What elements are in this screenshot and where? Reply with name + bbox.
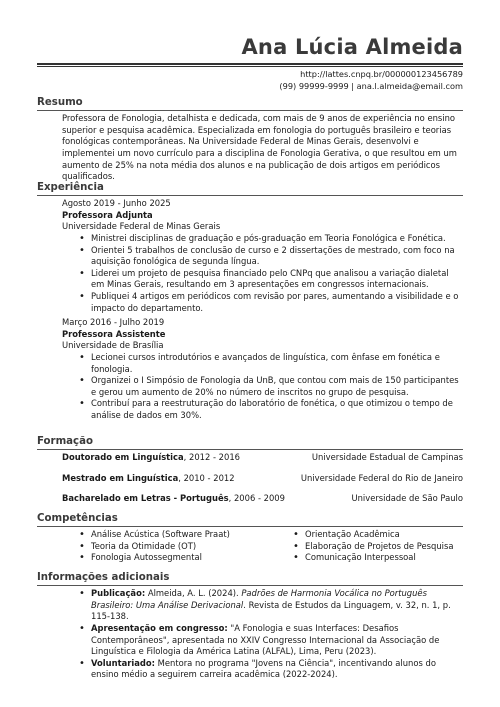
job-bullet: • Liderei um projeto de pesquisa financiado pelo CNPq que analisou a variação dialetal em Minas Gerais, resultando em 3 apresentações em congressos internacionais. xyxy=(79,268,463,291)
degree-years: , 2010 - 2012 xyxy=(178,472,235,483)
section-experiencia xyxy=(37,182,463,422)
job-bullet: • Lecionei cursos introdutórios e avançados de linguística, com ênfase em fonética e fonologia. xyxy=(79,352,463,375)
skills-column xyxy=(79,529,293,564)
job-dates: Agosto 2019 - Junho 2025 xyxy=(62,198,171,209)
skill-item: • Comunicação Interpessoal xyxy=(293,552,453,564)
section-title-formacao: Formação xyxy=(37,436,93,447)
education-item xyxy=(62,452,463,464)
skills-column xyxy=(293,529,453,564)
skill-item: • Teoria da Otimidade (OT) xyxy=(79,541,293,553)
education-item xyxy=(62,473,463,485)
degree-years: , 2012 - 2016 xyxy=(183,452,240,463)
job-bullet: • Ministrei disciplinas de graduação e pós-graduação em Teoria Fonológica e Fonética. xyxy=(79,233,463,245)
info-label: Apresentação em congresso: xyxy=(91,623,228,634)
section-title-competencias: Competências xyxy=(37,513,118,524)
job-role: Professora Adjunta xyxy=(62,209,153,220)
contact-block xyxy=(279,69,463,93)
degree-school: Universidade de São Paulo xyxy=(351,493,463,504)
section-divider xyxy=(37,449,463,450)
job-role: Professora Assistente xyxy=(62,328,166,339)
section-divider xyxy=(37,110,463,111)
phone-email: (99) 99999-9999 | ana.l.almeida@email.com xyxy=(279,80,463,91)
job-bullet: • Orientei 5 trabalhos de conclusão de curso e 2 dissertações de mestrado, com foco na aquisição fonológica de segunda língua. xyxy=(79,245,463,268)
info-item-congresso: • Apresentação em congresso: "A Fonologia e suas Interfaces: Desafios Contemporâneos", apresentada no XXIV Congresso Internacional da Associação de Linguística e Filologia da América Latina (ALFAL), Lima, Peru (2023). xyxy=(79,623,463,658)
education-list xyxy=(62,452,463,505)
job-bullet: • Publiquei 4 artigos em periódicos com revisão por pares, aumentando a visibilidade e o impacto do departamento. xyxy=(79,291,463,314)
degree-name: Doutorado em Linguística xyxy=(62,452,184,463)
job-bullet: • Contribuí para a reestruturação do laboratório de fonética, o que otimizou o tempo de análise de dados em 30%. xyxy=(79,398,463,421)
section-informacoes xyxy=(37,572,463,681)
section-formacao xyxy=(37,436,463,505)
skill-item: • Análise Acústica (Software Praat) xyxy=(79,529,293,541)
section-divider xyxy=(37,526,463,527)
section-divider xyxy=(37,195,463,196)
skill-item: • Orientação Acadêmica xyxy=(293,529,453,541)
publication-title: Padrões de Harmonia Vocálica no Português Brasileiro: Uma Análise Derivacional xyxy=(91,588,427,610)
skill-item: • Fonologia Autossegmental xyxy=(79,552,293,564)
job-organization: Universidade Federal de Minas Gerais xyxy=(62,221,221,232)
section-title-resumo: Resumo xyxy=(37,97,83,108)
info-item-publicacao: • Publicação: Almeida, A. L. (2024). Padrões de Harmonia Vocálica no Português Brasileiro: Uma Análise Derivacional. Revista de Estudos da Linguagem, v. 32, n. 1, p. 115-138. xyxy=(79,588,463,623)
degree-name: Mestrado em Linguística xyxy=(62,472,179,483)
job-bullets xyxy=(79,352,463,422)
job-bullet: • Organizei o I Simpósio de Fonologia da UnB, que contou com mais de 150 participantes e gerou um aumento de 20% no número de inscritos no grupo de pesquisa. xyxy=(79,375,463,398)
header-rule-thin xyxy=(37,66,463,67)
info-label: Publicação: xyxy=(91,588,146,599)
skill-item: • Elaboração de Projetos de Pesquisa xyxy=(293,541,453,553)
skills-grid xyxy=(37,529,463,564)
job-bullets xyxy=(79,233,463,314)
info-label: Voluntariado: xyxy=(91,657,155,668)
header-rule-thick xyxy=(37,63,463,65)
degree-years: , 2006 - 2009 xyxy=(228,493,285,504)
degree-school: Universidade Federal do Rio de Janeiro xyxy=(300,472,463,483)
job-entry xyxy=(62,317,463,352)
candidate-name: Ana Lúcia Almeida xyxy=(241,35,463,59)
summary-text: Professora de Fonologia, detalhista e dedicada, com mais de 9 anos de experiência no ensino superior e pesquisa acadêmica. Especializada em fonologia do português brasileiro e teorias fonológicas contemporâneas. Na Universidade Federal de Minas Gerais, desenvolvi e implementei um novo currículo para a disciplina de Fonologia Gerativa, o que resultou em um aumento de 25% na nota média dos alunos e na publicação de dois artigos em periódicos qualificados. xyxy=(62,113,457,182)
section-title-informacoes: Informações adicionais xyxy=(37,572,170,583)
section-divider xyxy=(37,585,463,586)
job-dates: Março 2016 - Julho 2019 xyxy=(62,317,165,328)
degree-school: Universidade Estadual de Campinas xyxy=(311,452,463,463)
job-entry xyxy=(62,198,463,233)
info-item-voluntariado: • Voluntariado: Mentora no programa "Jovens na Ciência", incentivando alunos do ensino médio a seguirem carreira acadêmica (2022-2024). xyxy=(79,658,463,681)
degree-name: Bacharelado em Letras - Português xyxy=(62,493,229,504)
lattes-link[interactable]: http://lattes.cnpq.br/000000123456789 xyxy=(300,69,463,79)
section-resumo xyxy=(37,97,463,183)
section-competencias xyxy=(37,513,463,564)
education-item xyxy=(62,493,463,505)
section-title-experiencia: Experiência xyxy=(37,182,104,193)
job-organization: Universidade de Brasília xyxy=(62,340,164,351)
additional-info-list xyxy=(79,588,463,681)
